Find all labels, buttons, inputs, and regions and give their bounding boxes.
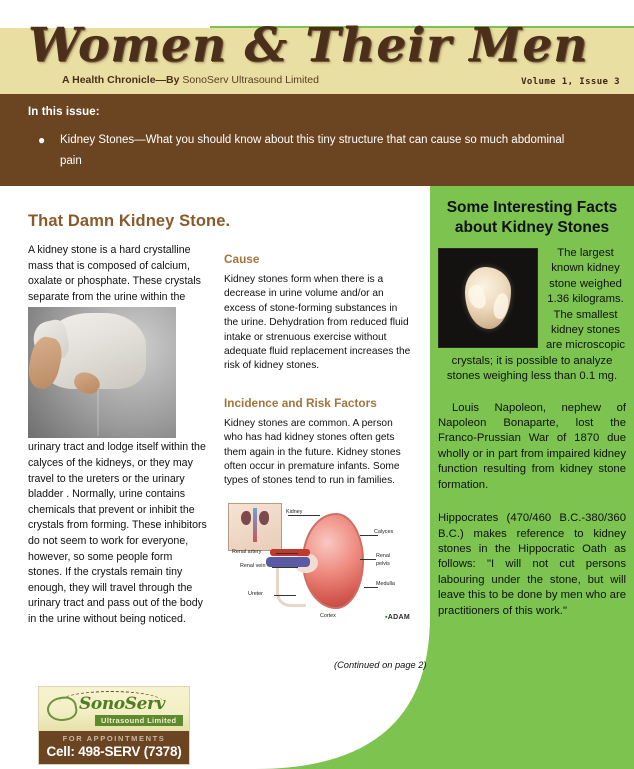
renal-vein-shape	[266, 557, 310, 567]
adam-watermark	[385, 614, 410, 621]
bullet-icon: ●	[38, 133, 46, 147]
facts-title: Some Interesting Facts about Kidney Stones	[446, 199, 618, 236]
fact-largest-stone	[438, 246, 626, 385]
leader-line-kidney	[288, 515, 320, 516]
cause-heading: Cause	[224, 252, 260, 266]
article-headline: That Damn Kidney Stone.	[28, 212, 231, 230]
article-column-left	[28, 212, 231, 628]
fact-hippocrates: Hippocrates (470/460 B.C.-380/360 B.C.) makes reference to kidney stones in the Hippocratic Oath as follows: "I will not cut persons labouring under the stone, but will leave this to be done by men who are practitioners of this work."	[438, 512, 626, 617]
logo-hands-icon	[45, 695, 79, 724]
inset-right-kidney-shape	[259, 511, 269, 525]
facts-column-right	[438, 198, 626, 619]
logo-upper-panel	[39, 687, 189, 731]
label-renal-pelvis-line1: Renal	[376, 552, 391, 559]
fact-louis-napoleon: Louis Napoleon, nephew of Napoleon Bonaparte, lost the Franco-Prussian War of 1870 due wholly or in part from impaired kidney function resulting from kidney stone formation.	[438, 401, 626, 491]
inset-left-kidney-shape	[241, 511, 251, 525]
incidence-heading: Incidence and Risk Factors	[224, 395, 377, 410]
photo-jeans-shape	[44, 382, 150, 438]
cause-body: Kidney stones form when there is a decrease in urine volume and/or an excess of stone-forming substances in the urine. Dehydration from reduced fluid intake or strenuous exercise without adequate fluid replacement increases the risk of kidney stones.	[224, 274, 411, 372]
label-kidney: Kidney	[286, 508, 303, 515]
ureter-shape	[276, 567, 306, 607]
masthead-banner	[0, 18, 634, 94]
leader-line-renal-vein	[272, 567, 298, 568]
abdomen-inset-illustration	[228, 503, 282, 551]
adam-dot-icon: ▪	[385, 613, 388, 621]
tagline-publisher: SonoServ Ultrasound Limited	[182, 74, 319, 86]
kidney-anatomy-diagram	[224, 501, 414, 623]
adam-watermark-text: ADAM	[387, 613, 410, 621]
article-body-rest: within the urinary tract and lodge itself within the calyces of the kidneys, or they may travel to the ureters or the urinary bladder . Normally, urine contains chemicals that prevent or inhibit the crystals from forming. These inhibitors do not seem to work for everyone, however, so some people form stones. If the crystals remain tiny enough, they will travel through the urinary tract and pass out of the body in the urine without being noticed.	[28, 290, 207, 625]
label-renal-artery: Renal artery	[232, 548, 262, 555]
fact-largest-stone-text: The largest known kidney stone weighed 1.36 kilograms. The smallest kidney stones are microscopic crystals; it is possible to analyze stones weighing less than 0.1 mg.	[446, 247, 626, 383]
leader-line-calyces	[360, 535, 378, 536]
list-item-label: Kidney Stones—What you should know about this tiny structure that can cause so much abdominal pain	[60, 134, 565, 167]
continued-note: (Continued on page 2)	[334, 660, 427, 670]
volume-issue-label: Volume 1, Issue 3	[521, 77, 620, 87]
leader-line-ureter	[274, 595, 296, 596]
stone-specimen-shape	[465, 267, 511, 329]
kidney-cross-section-shape	[302, 513, 364, 609]
label-cortex: Cortex	[320, 612, 336, 619]
back-pain-photo	[28, 307, 176, 438]
tagline	[62, 74, 319, 86]
in-this-issue-list	[30, 130, 570, 172]
label-renal-vein: Renal vein	[240, 562, 266, 569]
tagline-bold: A Health Chronicle—By	[62, 74, 180, 86]
list-item	[30, 130, 570, 172]
sonoserv-logo	[38, 686, 190, 765]
page-title: Women & Their Men	[28, 18, 589, 73]
label-renal-pelvis-line2: pelvis	[376, 560, 390, 567]
article-column-middle	[224, 252, 427, 670]
logo-subtitle: Ultrasound Limited	[95, 715, 183, 726]
phone-number: Cell: 498-SERV (7378)	[46, 744, 182, 759]
label-medulla: Medulla	[376, 580, 395, 587]
logo-contact-panel	[39, 731, 189, 764]
kidney-stone-photo	[438, 248, 538, 348]
leader-line-renal-pelvis	[360, 559, 376, 560]
logo-wordmark: SonoServ	[79, 694, 166, 714]
in-this-issue-title: In this issue:	[28, 106, 100, 118]
leader-line-medulla	[364, 587, 378, 588]
article-body	[28, 243, 208, 628]
leader-line-renal-artery	[276, 553, 298, 554]
label-ureter: Ureter	[248, 590, 263, 597]
label-calyces: Calyces	[374, 528, 394, 535]
incidence-body: Kidney stones are common. A person who has had kidney stones often gets them again in the future. Kidney stones often occur in premature infants. Some types of stones tend to run in families.	[224, 417, 401, 487]
appointments-label: FOR APPOINTMENTS	[62, 734, 166, 743]
article-body-intro: A kidney stone is a hard crystalline mass that is composed of calcium, oxalate or phosphate. These crystals separate from the urine	[28, 244, 201, 303]
in-this-issue-bar	[0, 94, 634, 186]
